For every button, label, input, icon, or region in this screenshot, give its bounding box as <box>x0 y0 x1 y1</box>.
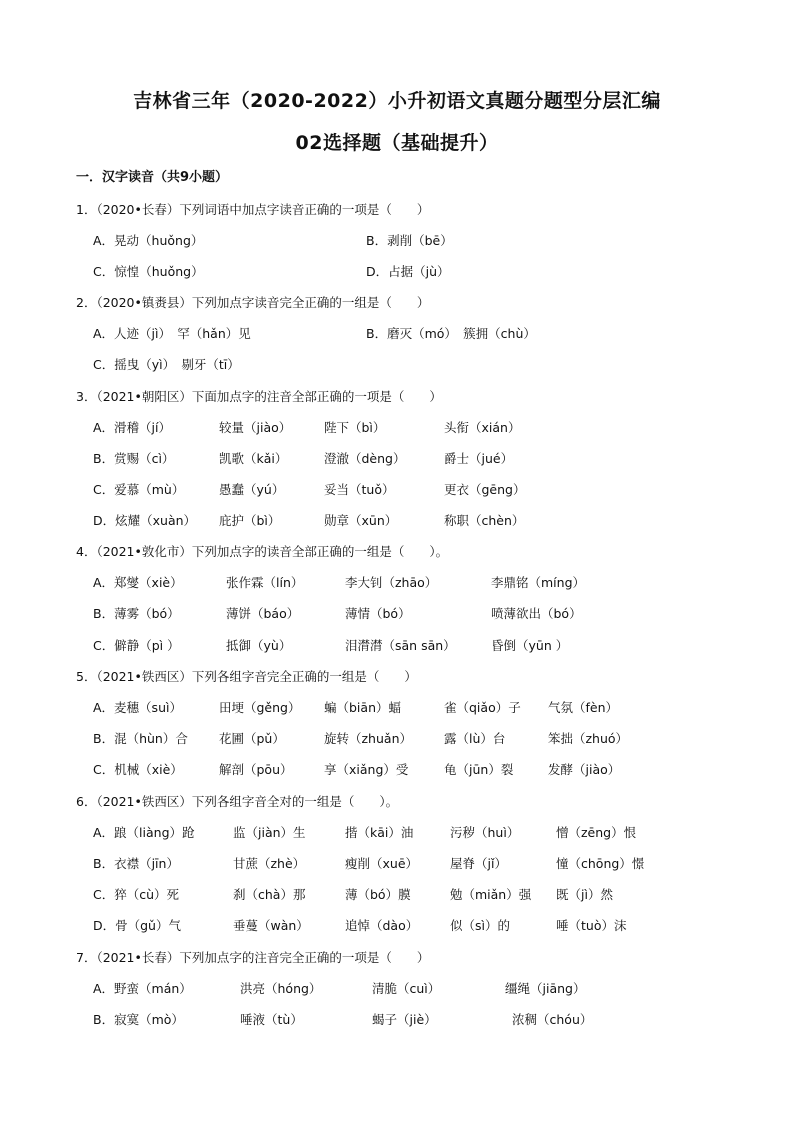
question-stem: 7．（2021•长春）下列加点字的注音完全正确的一项是（ ） <box>76 950 430 965</box>
option: 气氛（fèn） <box>548 700 619 715</box>
question-stem: 5．（2021•铁西区）下列各组字音完全正确的一组是（ ） <box>76 669 417 684</box>
option: B．薄雾（bó） <box>93 606 180 621</box>
question-stem: 2．（2020•镇赉县）下列加点字读音完全正确的一组是（ ） <box>76 295 430 310</box>
option: 旋转（zhuǎn） <box>324 731 412 746</box>
option: D．骨（gǔ）气 <box>93 918 181 933</box>
option: 揩（kāi）油 <box>345 825 414 840</box>
option: 缰绳（jiāng） <box>505 981 586 996</box>
section-heading: 一．汉字读音（共9小题） <box>76 170 229 185</box>
option: 爵士（jué） <box>444 451 514 466</box>
option: 蝎子（jiè） <box>372 1012 437 1027</box>
option: A．晃动（huǒng） <box>93 233 204 248</box>
option: 庇护（bì） <box>219 513 281 528</box>
option: 凯歌（kǎi） <box>219 451 288 466</box>
option: B．混（hùn）合 <box>93 731 188 746</box>
option: 抵御（yù） <box>226 638 292 653</box>
question-stem: 3．（2021•朝阳区）下面加点字的注音全部正确的一项是（ ） <box>76 389 442 404</box>
page-title: 吉林省三年（2020-2022）小升初语文真题分题型分层汇编 <box>133 90 661 112</box>
option: 勉（miǎn）强 <box>450 887 532 902</box>
option: B．磨灭（mó） 簇拥（chù） <box>366 326 536 341</box>
option: 雀（qiǎo）子 <box>444 700 521 715</box>
option: 甘蔗（zhè） <box>233 856 306 871</box>
option: 似（sì）的 <box>450 918 510 933</box>
option: 薄情（bó） <box>345 606 411 621</box>
option: 蝙（biān）蝠 <box>324 700 401 715</box>
option: C．猝（cù）死 <box>93 887 180 902</box>
option: 露（lù）台 <box>444 731 506 746</box>
option: 洪亮（hóng） <box>240 981 322 996</box>
option: C．惊惶（huǒng） <box>93 264 204 279</box>
option: 发酵（jiào） <box>548 762 621 777</box>
option: 李大钊（zhāo） <box>345 575 438 590</box>
option: 监（jiàn）生 <box>233 825 306 840</box>
option: 更衣（gēng） <box>444 482 526 497</box>
option: A．野蛮（mán） <box>93 981 192 996</box>
option: 垂蔓（wàn） <box>233 918 309 933</box>
option: 澄澈（dèng） <box>324 451 406 466</box>
option: 唾液（tù） <box>240 1012 303 1027</box>
option: B．寂寞（mò） <box>93 1012 184 1027</box>
option: 头衔（xián） <box>444 420 521 435</box>
page-subtitle: 02选择题（基础提升） <box>295 132 499 154</box>
option: 刹（chà）那 <box>233 887 306 902</box>
option: 勋章（xūn） <box>324 513 398 528</box>
option: B．衣襟（jīn） <box>93 856 179 871</box>
option: 称职（chèn） <box>444 513 525 528</box>
option: A．踉（liàng）跄 <box>93 825 195 840</box>
option: 憧（chōng）憬 <box>556 856 645 871</box>
option: C．机械（xiè） <box>93 762 183 777</box>
option: C．爱慕（mù） <box>93 482 185 497</box>
question-stem: 6．（2021•铁西区）下列各组字音全对的一组是（ ）。 <box>76 794 399 809</box>
option: 龟（jūn）裂 <box>444 762 514 777</box>
question-stem: 1．（2020•长春）下列词语中加点字读音正确的一项是（ ） <box>76 202 430 217</box>
option: 清脆（cuì） <box>372 981 441 996</box>
option: 李鼎铭（míng） <box>491 575 586 590</box>
option: B．剥削（bē） <box>366 233 453 248</box>
option: 薄饼（báo） <box>226 606 300 621</box>
option: C．摇曳（yì） 剔牙（tī） <box>93 357 240 372</box>
option: 妥当（tuǒ） <box>324 482 395 497</box>
option: B．赏赐（cì） <box>93 451 175 466</box>
option: A．人迹（jì） 罕（hǎn）见 <box>93 326 251 341</box>
option: 污秽（huì） <box>450 825 520 840</box>
option: A．麦穗（suì） <box>93 700 182 715</box>
option: 较量（jiào） <box>219 420 292 435</box>
option: C．僻静（pì ） <box>93 638 180 653</box>
option: 陛下（bì） <box>324 420 386 435</box>
option: 张作霖（lín） <box>226 575 304 590</box>
option: 屋脊（jǐ） <box>450 856 507 871</box>
option: 笨拙（zhuó） <box>548 731 629 746</box>
option: 昏倒（yūn ） <box>491 638 569 653</box>
option: D．占据（jù） <box>366 264 450 279</box>
option: 田埂（gěng） <box>219 700 301 715</box>
option: 解剖（pōu） <box>219 762 293 777</box>
option: 浓稠（chóu） <box>512 1012 593 1027</box>
option: A．滑稽（jí） <box>93 420 171 435</box>
option: 追悼（dào） <box>345 918 419 933</box>
option: D．炫耀（xuàn） <box>93 513 197 528</box>
option: 花圃（pǔ） <box>219 731 285 746</box>
option: 享（xiǎng）受 <box>324 762 409 777</box>
question-stem: 4．（2021•敦化市）下列加点字的读音全部正确的一组是（ ）。 <box>76 544 449 559</box>
option: 泪潸潸（sān sān） <box>345 638 456 653</box>
option: A．郑燮（xiè） <box>93 575 183 590</box>
option: 既（jì）然 <box>556 887 613 902</box>
option: 愚蠢（yú） <box>219 482 285 497</box>
option: 憎（zēng）恨 <box>556 825 637 840</box>
option: 唾（tuò）沫 <box>556 918 627 933</box>
option: 喷薄欲出（bó） <box>491 606 582 621</box>
option: 薄（bó）膜 <box>345 887 411 902</box>
option: 瘦削（xuē） <box>345 856 419 871</box>
